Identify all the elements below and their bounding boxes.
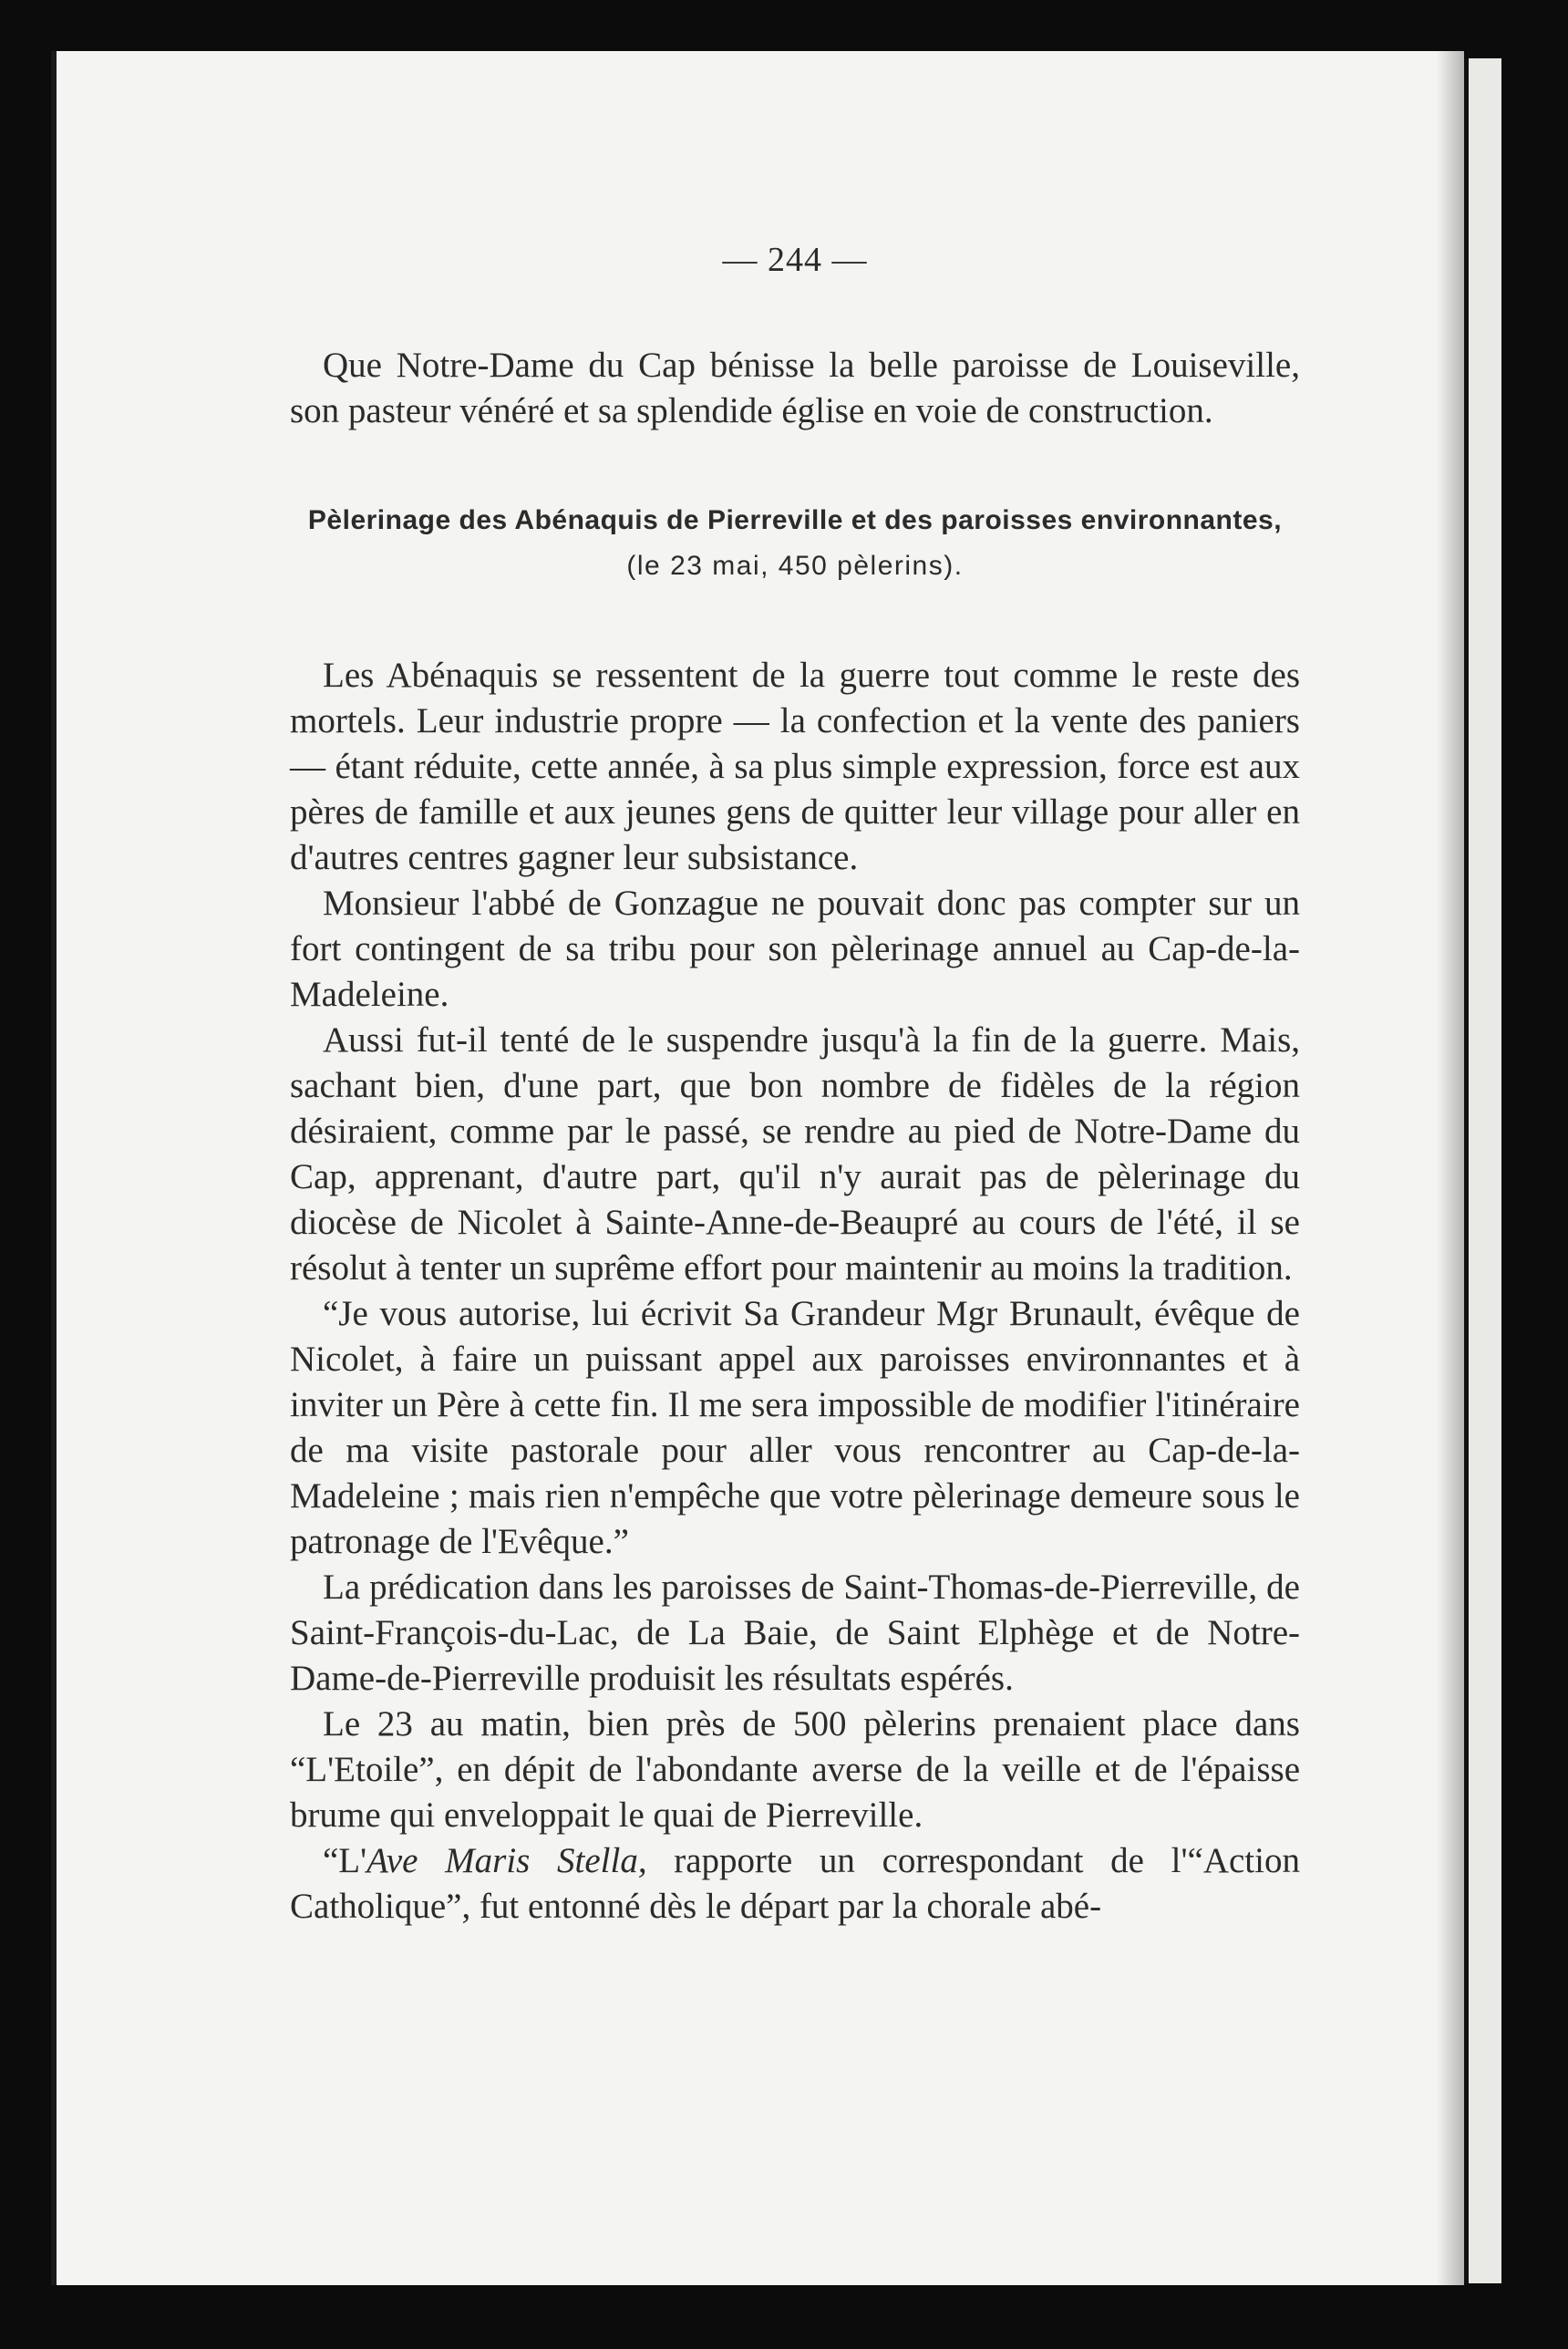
paragraph-7-rest: rapporte un correspondant de l'“Action Catholique”, fut entonné dès le départ par la chorale abé- [290, 1841, 1300, 1926]
intro-paragraph: Que Notre-Dame du Cap bénisse la belle paroisse de Louiseville, son pasteur vénéré et sa splendide église en voie de construction. [290, 346, 1300, 430]
section-title: Pèlerinage des Abénaquis de Pierreville et des paroisses environnantes, [307, 505, 1283, 535]
page-number: — 244 — [722, 241, 868, 279]
spine-shadow [1436, 51, 1464, 2285]
next-page-edge [1464, 58, 1501, 2283]
section-detail: (le 23 mai, 450 pèlerins). [626, 551, 964, 581]
paragraph-5: La prédication dans les paroisses de Saint-Thomas-de-Pierreville, de Saint-François-du-Lac, de La Baie, de Saint Elphège et de Notre-Dame-de-Pierreville produisit les résultats espérés. [290, 1568, 1300, 1698]
hymn-title: Ave Maris Stella, [366, 1841, 647, 1880]
paragraph-2: Monsieur l'abbé de Gonzague ne pouvait donc pas compter sur un fort contingent de sa tribu pour son pèlerinage annuel au Cap-de-la-Madeleine. [290, 884, 1300, 1014]
paragraph-3: Aussi fut-il tenté de le suspendre jusqu'à la fin de la guerre. Mais, sachant bien, d'une part, que bon nombre de fidèles de la région désiraient, comme par le passé, se rendre au pied de Notre-Dame du Cap, apprenant, d'autre part, qu'il n'y aurait pas de pèlerinage du diocèse de Nicolet à Sainte-Anne-de-Beaupré au cours de l'été, il se résolut à tenter un suprême effort pour maintenir au moins la tradition. [290, 1020, 1300, 1288]
paragraph-4: “Je vous autorise, lui écrivit Sa Grandeur Mgr Brunault, évêque de Nicolet, à faire un puissant appel aux paroisses environnantes et à inviter un Père à cette fin. Il me sera impossible de modifier l'itinéraire de ma visite pastorale pour aller vous rencontrer au Cap-de-la-Madeleine ; mais rien n'empêche que votre pèlerinage demeure sous le patronage de l'Evêque.” [290, 1294, 1300, 1561]
quote-open: “L' [323, 1841, 367, 1880]
paragraph-7 [290, 1838, 1300, 1930]
section-heading [290, 498, 1300, 589]
paragraph-6: Le 23 au matin, bien près de 500 pèlerins prenaient place dans “L'Etoile”, en dépit de l'abondante averse de la veille et de l'épaisse brume qui enveloppait le quai de Pierreville. [290, 1704, 1300, 1835]
page-text [290, 239, 1300, 1930]
paragraph-1: Les Abénaquis se ressentent de la guerre tout comme le reste des mortels. Leur industrie propre — la confection et la vente des paniers — étant réduite, cette année, à sa plus simple expression, force est aux pères de famille et aux jeunes gens de quitter leur village pour aller en d'autres centres gagner leur subsistance. [290, 656, 1300, 877]
